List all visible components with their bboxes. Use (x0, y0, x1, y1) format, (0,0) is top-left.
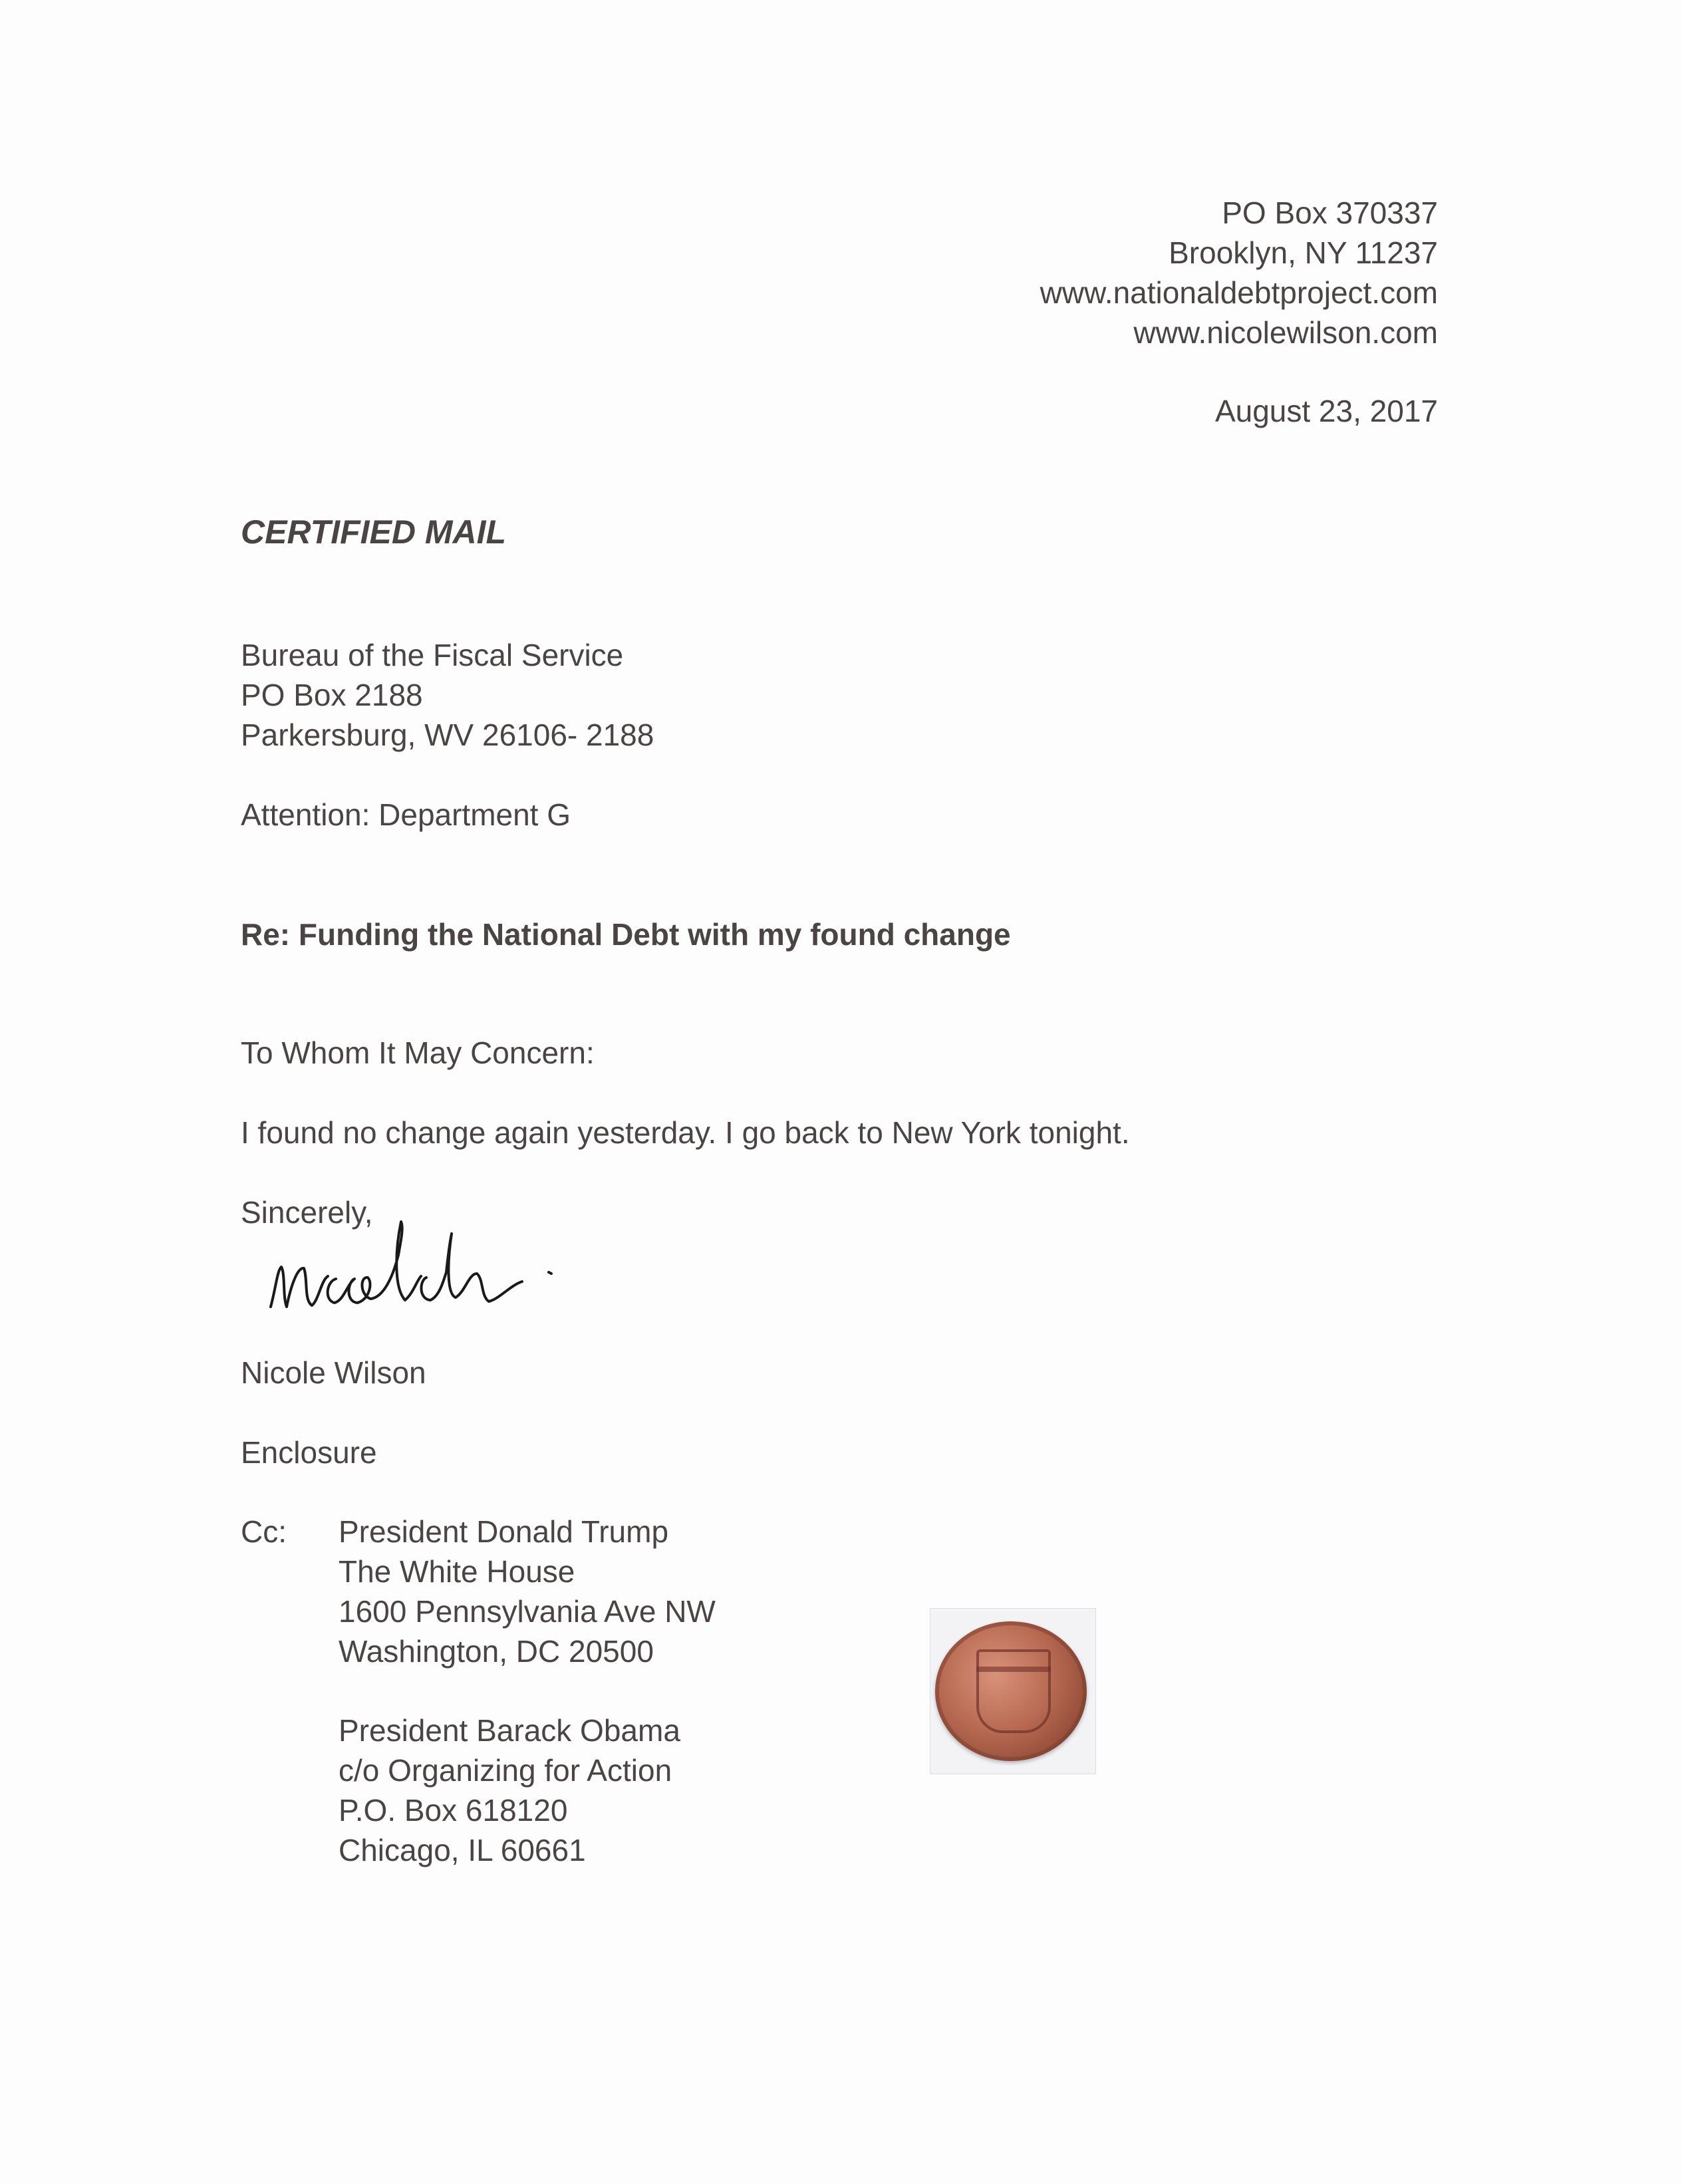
sender-website-1: www.nationaldebtproject.com (1040, 275, 1438, 310)
letter-body: I found no change again yesterday. I go back to New York tonight. (241, 1115, 1130, 1150)
attention-line: Attention: Department G (241, 797, 571, 832)
subject-line: Re: Funding the National Debt with my found change (241, 917, 1011, 952)
recipient-address (241, 635, 654, 755)
penny-coin-icon (935, 1621, 1087, 1761)
cc-recipient-line1: The White House (339, 1554, 575, 1589)
cc-recipient-line3: Washington, DC 20500 (339, 1634, 654, 1669)
sender-address-line2: Brooklyn, NY 11237 (1169, 235, 1438, 270)
shield-bar (976, 1667, 1051, 1672)
cc-label: Cc: (241, 1514, 287, 1549)
shield-emblem-icon (976, 1649, 1051, 1733)
handwritten-signature (263, 1207, 609, 1340)
cc-recipient-line1: c/o Organizing for Action (339, 1753, 672, 1788)
cc-recipient (339, 1512, 716, 1671)
certified-mail-heading: CERTIFIED MAIL (241, 513, 507, 551)
enclosure-label: Enclosure (241, 1435, 377, 1470)
letter-date: August 23, 2017 (1214, 394, 1438, 428)
recipient-address-line1: PO Box 2188 (241, 678, 423, 712)
cc-recipient-name: President Donald Trump (339, 1514, 669, 1549)
cc-recipient-line2: P.O. Box 618120 (339, 1793, 568, 1828)
cc-recipient-line3: Chicago, IL 60661 (339, 1833, 586, 1867)
taped-penny-enclosure (930, 1608, 1095, 1773)
salutation: To Whom It May Concern: (241, 1035, 595, 1070)
cc-recipient-line2: 1600 Pennsylvania Ave NW (339, 1594, 716, 1629)
cc-recipient (339, 1710, 680, 1870)
recipient-name: Bureau of the Fiscal Service (241, 638, 624, 672)
sender-address (1040, 193, 1438, 352)
recipient-address-line2: Parkersburg, WV 26106- 2188 (241, 718, 654, 752)
sender-address-line1: PO Box 370337 (1222, 196, 1438, 230)
sender-website-2: www.nicolewilson.com (1133, 315, 1438, 350)
closing: Sincerely, (241, 1195, 373, 1230)
signer-name: Nicole Wilson (241, 1355, 426, 1390)
cc-recipient-name: President Barack Obama (339, 1713, 680, 1748)
